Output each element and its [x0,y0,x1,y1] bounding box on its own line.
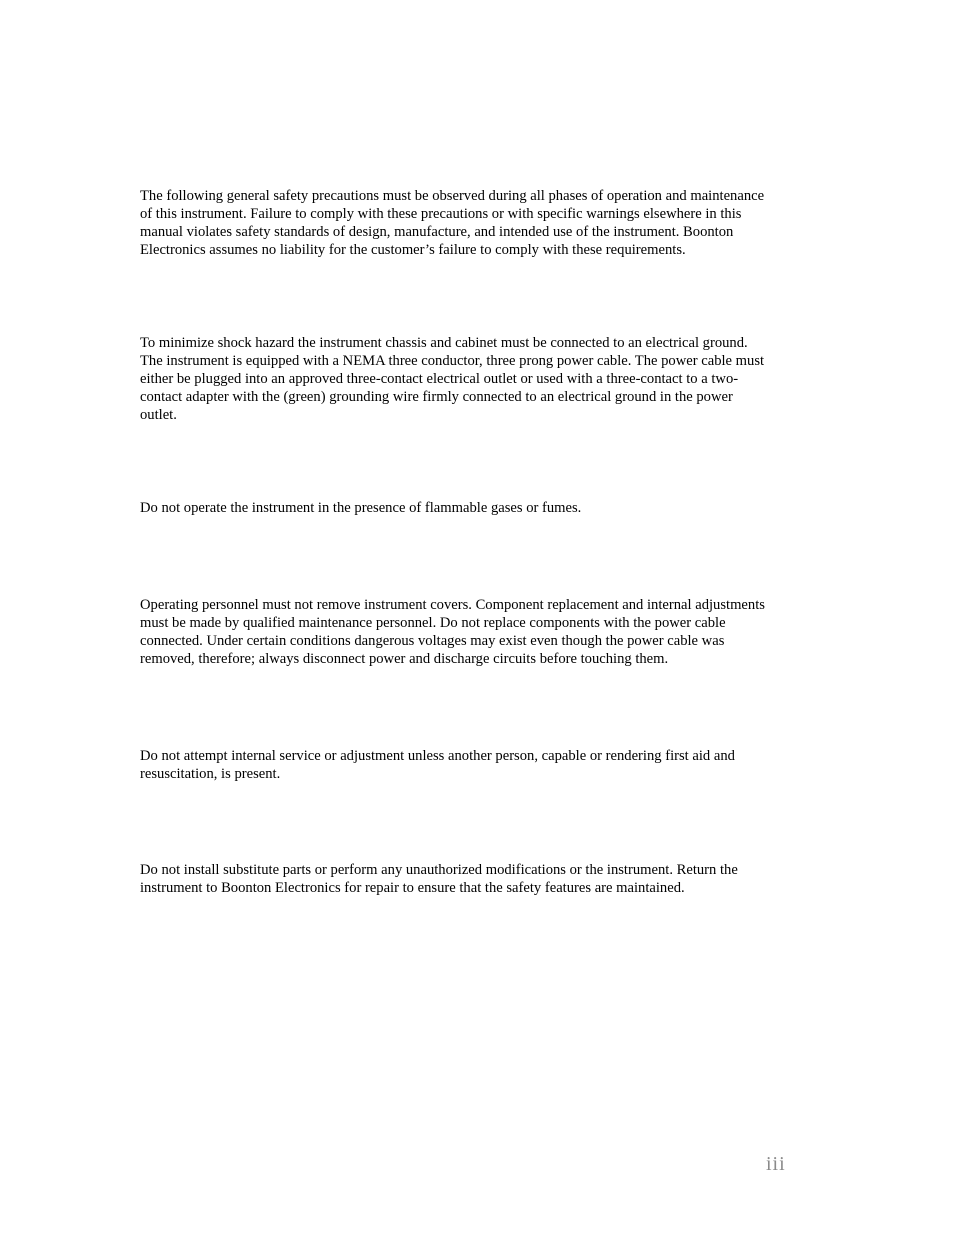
page-number: iii [766,1153,786,1175]
paragraph-line: To minimize shock hazard the instrument chassis and cabinet must be connected to an electrical ground. [140,335,748,351]
paragraph-explosive-atmosphere [140,499,815,517]
paragraph-substitute-parts [140,861,815,897]
paragraph-line: The instrument is equipped with a NEMA three conductor, three prong power cable. The power cable must [140,353,765,369]
paragraph-line: manual violates safety standards of design, manufacture, and intended use of the instrument. Boonton [140,224,734,240]
paragraph-line: Do not install substitute parts or perform any unauthorized modifications or the instrument. Return the [140,862,738,878]
paragraph-general-precautions [140,187,815,259]
paragraph-line: contact adapter with the (green) grounding wire firmly connected to an electrical ground in the power [140,389,733,405]
paragraph-line: of this instrument. Failure to comply with these precautions or with specific warnings elsewhere in this [140,206,742,222]
paragraph-line: removed, therefore; always disconnect power and discharge circuits before touching them. [140,651,669,667]
paragraph-line: instrument to Boonton Electronics for repair to ensure that the safety features are maintained. [140,880,685,896]
paragraph-service-alone [140,747,815,783]
paragraph-line: outlet. [140,407,177,423]
paragraph-line: must be made by qualified maintenance personnel. Do not replace components with the power cable [140,615,726,631]
paragraph-line: The following general safety precautions must be observed during all phases of operation and maintenance [140,188,765,204]
paragraph-line: connected. Under certain conditions dangerous voltages may exist even though the power cable was [140,633,725,649]
paragraph-live-circuits [140,596,815,668]
paragraph-line: Operating personnel must not remove instrument covers. Component replacement and internal adjustments [140,597,765,613]
paragraph-line: Electronics assumes no liability for the customer’s failure to comply with these requirements. [140,242,686,258]
paragraph-grounding [140,334,815,424]
paragraph-line: Do not attempt internal service or adjustment unless another person, capable or rendering first aid and [140,748,735,764]
paragraph-line: Do not operate the instrument in the presence of flammable gases or fumes. [140,500,582,516]
paragraph-line: either be plugged into an approved three-contact electrical outlet or used with a three-contact to a two- [140,371,739,387]
paragraph-line: resuscitation, is present. [140,766,281,782]
